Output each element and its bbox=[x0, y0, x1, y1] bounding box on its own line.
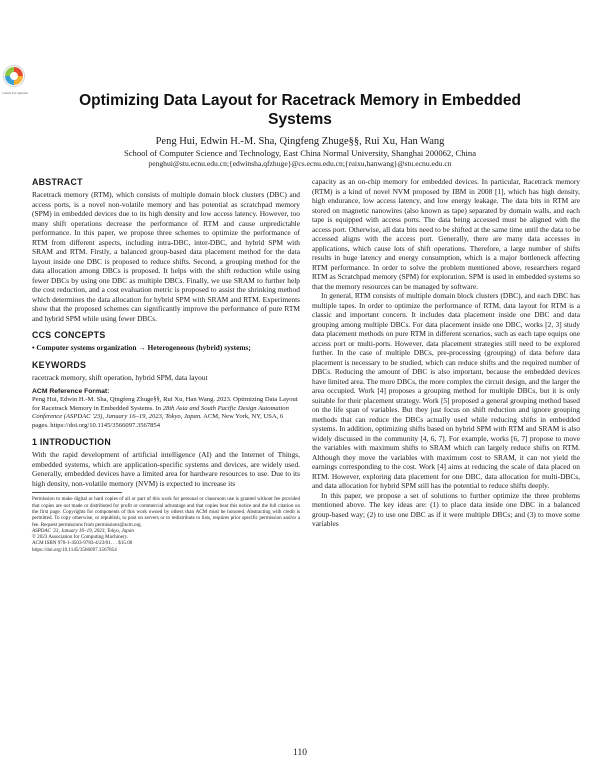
acm-reference-heading: ACM Reference Format: bbox=[32, 388, 110, 395]
affiliation: School of Computer Science and Technology, East China Normal University, Shanghai 200062, China bbox=[123, 148, 477, 158]
intro-paragraph-3: In this paper, we propose a set of solutions to further optimize the three problems mentioned above. The key ideas are: (1) to place data inside one DBC in a balanced group-based way; (2) to use one DBC as if it were multiple DBCs; and (3) to move some variables bbox=[312, 490, 580, 528]
check-for-updates-label[interactable]: Check for updates bbox=[2, 91, 28, 95]
copyright-venue: ASPDAC '23, January 16–19, 2023, Tokyo, Japan bbox=[32, 527, 134, 534]
copyright-isbn: ACM ISBN 978-1-4503-9783-4/23/01. . . $15.00 bbox=[32, 540, 133, 547]
author-emails: penghui@stu.ecnu.edu.cn;{edwinsha,qfzhuge}@cs.ecnu.edu.cn;{ruixu,hanwang}@stu.ecnu.edu.cn bbox=[148, 159, 452, 168]
introduction-heading: 1 INTRODUCTION bbox=[32, 437, 111, 448]
introduction-paragraph: With the rapid development of artificial intelligence (AI) and the Internet of Things, embedded systems, which are application-specific systems and devices, are widely used. Generally, embedded devices have a limited area for hardware resources to use. Due to its high density, non-volatile memory (NVM) is expected to increase its bbox=[32, 450, 300, 488]
abstract-heading: ABSTRACT bbox=[32, 177, 83, 187]
page-number: 110 bbox=[293, 748, 307, 758]
copyright-notice bbox=[32, 496, 300, 553]
ccs-concepts: • Computer systems organization → Heterogeneous (hybrid) systems; bbox=[32, 343, 251, 352]
acm-reference-text bbox=[32, 396, 300, 430]
acm-reference-tail: ACM, New York, NY, USA, 6 pages. https://doi.org/10.1145/3566097.3567854 bbox=[32, 413, 284, 429]
author-list: Peng Hui, Edwin H.-M. Sha, Qingfeng Zhuge§§, Rui Xu, Han Wang bbox=[155, 136, 445, 147]
permission-text: Permission to make digital or hard copies of all or part of this work for personal or classroom use is granted without fee provided that copies are not made or distributed for profit or commercial advantage and that copies bear this notice and the full citation on the first page. Copyrights for components of this work owned by others than ACM must be honored. Abstracting with credit is permitted. To copy otherwise, or republish, to post on servers or to redistribute to lists, requires prior specific permission and/or a fee. Request permissions from permissions@acm.org. bbox=[32, 496, 300, 528]
check-for-updates-icon[interactable] bbox=[2, 64, 26, 90]
paper-title: Optimizing Data Layout for Racetrack Memory in Embedded Systems bbox=[79, 92, 521, 128]
left-column bbox=[32, 177, 300, 553]
copyright-holder: © 2023 Association for Computing Machinery. bbox=[32, 534, 129, 541]
acm-reference-authors: Peng Hui, Edwin H.-M. Sha, Qingfeng Zhuge§§, Rui Xu, Han Wang. 2023. Optimizing Data Layout for Racetrack Memory in Embedded Systems. In bbox=[32, 396, 298, 412]
copyright-doi[interactable]: https://doi.org/10.1145/3566097.3567854 bbox=[32, 546, 117, 553]
intro-paragraph-2: In general, RTM consists of multiple domain block clusters (DBC), and each DBC has multiple tapes. In order to optimize the performance of RTM, data layout for RTM is a classic and important concern. It includes data placement inside one DBC and data grouping among multiple DBCs. For data placement inside one DBC, works [2, 3] study data placement methods on pure RTM in different scenarios, such as each tape equips one access port or multi-ports. However, data placement strategies still need to be explored further. In the case of multiple DBCs, pre-processing (grouping) of data before data placement is necessary to be studied, which can reduce shifts and the required number of DBCs. Reducing the amount of DBC is also important, because the embedded devices have limited area. The more DBCs, the more complex the circuit design, and the larger the area occupied. Work [4] proposes a grouping method for multiple DBCs, but it is only suitable for their placement strategy. Work [5] proposed a general grouping method based on the life span of variables. But they just focus on shift reduction and ignore grouping methods that can reduce the DBCs actually used while reducing shifts in embedded systems. In addition, optimizing shifts based on hybrid SPM with RTM and SRAM is also widely discussed in the community [4, 6, 7]. For example, works [6, 7] propose to move the variables with maximum shifts to SRAM which can largely reduce shifts on RTM. Although they move the variables with maximum cost to SRAM, it can not yield the earnings corresponding to the cost. Work [4] aims at reducing the scale of data placed on RTM. However, exploring data placement for one DBC, data allocation for multi-DBCs, and data allocation for hybrid SPM still has the potential to reduce shifts deeply. bbox=[312, 291, 580, 490]
right-column bbox=[312, 177, 580, 529]
keywords-text: racetrack memory, shift operation, hybrid SPM, data layout bbox=[32, 372, 208, 382]
ccs-heading: CCS CONCEPTS bbox=[32, 330, 106, 340]
intro-paragraph-continued: capacity as an on-chip memory for embedded devices. In particular, Racetrack memory (RTM) is a kind of novel NVM proposed by IBM in 2008 [1], which has high density, high endurance, low access latency, and low energy leakage. The data bits in RTM are stored on magnetic nanowires (also known as tape) separated by domain walls, and each tape is equipped with access ports. The data being accessed must be aligned with the access port. Otherwise, all data bits need to be shifted at the same time until the data to be accessed aligns with the access port. Generally, there are many data accesses in applications, which cause lots of shift operations. Therefore, a large number of shifts results in huge latency and energy consumption, which is a major bottleneck affecting RTM performance. In order to solve the problem mentioned above, researchers regard RTM as Scratchpad memory (SPM) for exploration. SPM is used in embedded systems so that the memory resources can be managed by software. bbox=[312, 177, 580, 291]
abstract-text: Racetrack memory (RTM), which consists of multiple domain block clusters (DBC) and access ports, is a novel non-volatile memory and has potential as scratchpad memory (SPM) in embedded devices due to its high density and low access latency. However, too many shift operations decrease the performance of RTM and cause unpredictable performance. In this paper, we propose three schemes to optimize the performance of RTM from different aspects, including intra-DBC, inter-DBC, and hybrid SPM with SRAM and RTM. Firstly, a balanced group-based data placement method for the data layout inside one DBC is proposed to reduce shifts. Second, a grouping method for the data allocation among DBCs is proposed. It helps with the shift reduction while using fewer DBCs by using one DBC as multiple DBCs. Finally, we use SRAM to further help the cost reduction, and a cost evaluation metric is proposed to assist the shrinking method which determines the data allocation for hybrid SPM with SRAM and RTM. Experiments show that the proposed schemes can significantly improve the performance of pure RTM and hybrid SPM while using fewer DBCs. bbox=[32, 190, 300, 323]
footnote-rule bbox=[32, 492, 122, 493]
keywords-heading: KEYWORDS bbox=[32, 359, 87, 370]
acm-reference-venue: 28th Asia and South Pacific Design Automation Conference (ASPDAC '23), January 16–19, 2023, Tokyo, Japan. bbox=[32, 404, 289, 421]
